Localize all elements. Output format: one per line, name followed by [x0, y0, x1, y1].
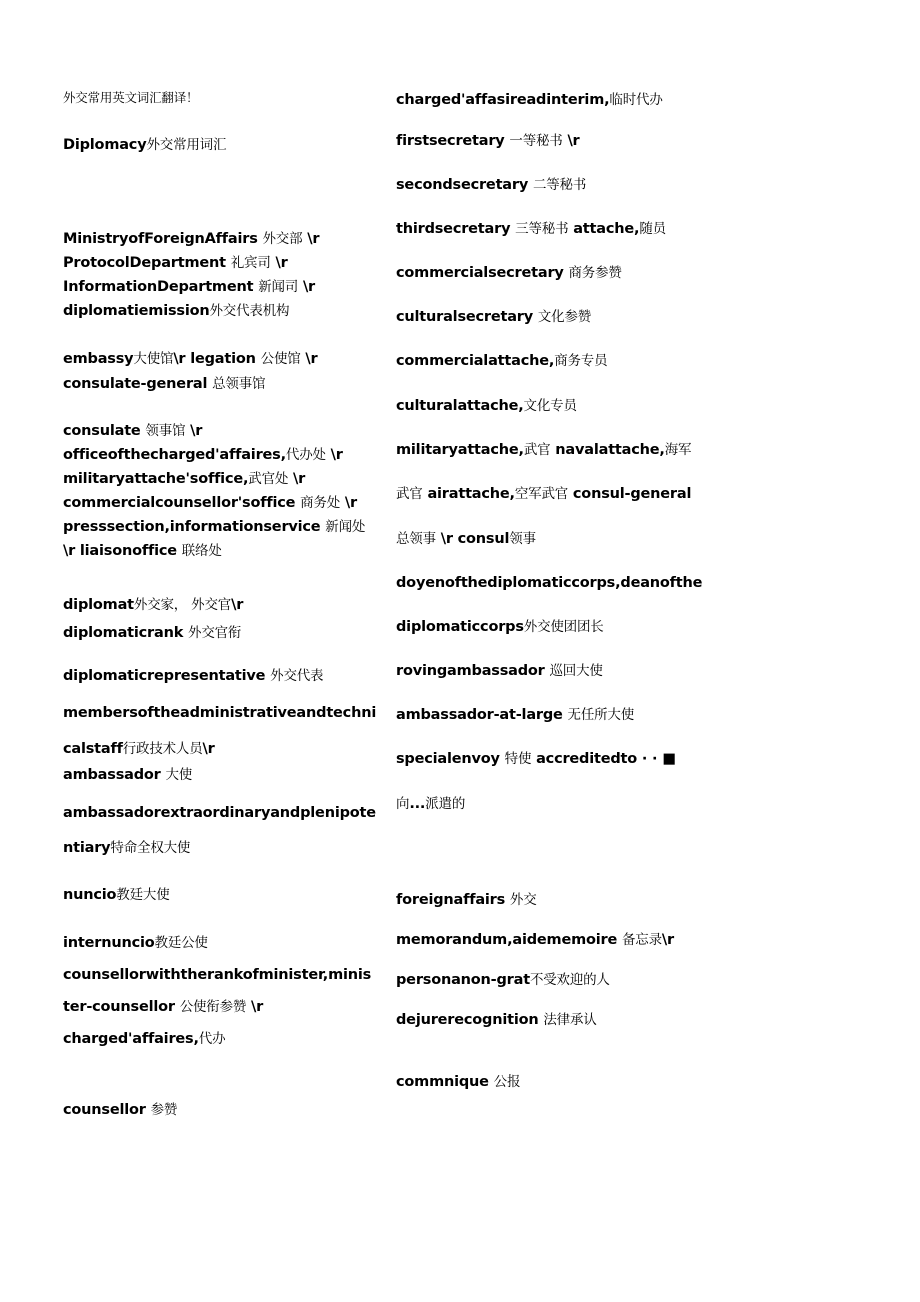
term-chinese: 武官处: [248, 471, 289, 487]
left-glossary-line: [63, 375, 265, 393]
term-english: consulate: [63, 423, 146, 439]
term-english: diplomaticrepresentative: [63, 668, 271, 684]
term-chinese: 文化参赞: [537, 309, 592, 325]
term-english: thirdsecretary: [396, 221, 516, 237]
left-glossary-line: [63, 350, 317, 368]
term-english: charged'affasireadinterim,: [396, 92, 610, 108]
term-english: commercialcounsellor'soffice: [63, 495, 301, 511]
left-glossary-line: [63, 766, 192, 784]
term-english: diplomatiemission: [63, 303, 210, 319]
term-chinese: 教廷公使: [154, 935, 208, 951]
term-chinese: 商务参赞: [568, 265, 622, 281]
right-glossary-line: [396, 352, 607, 370]
term-english: consul-general: [568, 486, 692, 502]
left-glossary-line: [63, 704, 376, 722]
term-chinese: 新闻司: [258, 279, 299, 295]
term-chinese: 文化专员: [523, 398, 577, 414]
right-glossary-line: [396, 530, 536, 548]
term-english: \r: [562, 133, 580, 149]
term-english: rovingambassador: [396, 663, 550, 679]
term-english: doyenofthediplomaticcorps,deanofthe: [396, 575, 703, 591]
left-glossary-line: [63, 934, 208, 952]
term-english: personanon-grat: [396, 972, 530, 988]
term-english: Diplomacy: [63, 137, 147, 153]
term-english: consulate-general: [63, 376, 213, 392]
left-glossary-line: [63, 89, 198, 107]
term-chinese: 法律承认: [543, 1012, 597, 1028]
term-chinese: 外交代表机构: [209, 303, 290, 319]
left-glossary-line: [63, 667, 323, 685]
term-chinese: 领事馆: [145, 423, 186, 439]
term-chinese: 参赞: [150, 1102, 178, 1118]
left-glossary-line: [63, 624, 241, 642]
term-chinese: 外交家， 外交官: [133, 597, 232, 613]
term-chinese: 外交常用词汇: [146, 137, 227, 153]
right-glossary-line: [396, 1073, 520, 1091]
term-english: \r: [185, 423, 203, 439]
left-glossary-line: [63, 446, 343, 464]
term-chinese: 海军: [664, 442, 692, 458]
right-glossary-line: [396, 574, 702, 592]
term-chinese: 联络处: [181, 543, 222, 559]
term-chinese: 特使: [504, 751, 532, 767]
term-english: nuncio: [63, 887, 117, 903]
term-chinese: 公使馆: [260, 351, 301, 367]
term-chinese: 外交: [509, 892, 537, 908]
term-chinese: 代办: [198, 1031, 226, 1047]
term-english: ambassador: [63, 767, 166, 783]
left-glossary-line: [63, 422, 202, 440]
term-english: diplomaticrank: [63, 625, 189, 641]
right-glossary-line: [396, 795, 465, 813]
term-english: militaryattache,: [396, 442, 524, 458]
term-english: accreditedto · · ■: [531, 751, 676, 767]
term-chinese: 三等秘书: [515, 221, 569, 237]
term-chinese: 不受欢迎的人: [529, 972, 610, 988]
term-english: foreignaffairs: [396, 892, 510, 908]
term-english: \r: [288, 471, 306, 487]
term-chinese: 大使馆: [133, 351, 174, 367]
term-english: airattache,: [422, 486, 515, 502]
left-glossary-line: [63, 494, 357, 512]
right-glossary-line: [396, 662, 603, 680]
term-english: commercialsecretary: [396, 265, 569, 281]
term-english: ProtocolDepartment: [63, 255, 231, 271]
term-chinese: 外交官衔: [188, 625, 242, 641]
term-chinese: 外交部: [262, 231, 303, 247]
term-chinese: 商务专员: [554, 353, 608, 369]
right-glossary-line: [396, 441, 691, 459]
term-chinese: 总领事馆: [212, 376, 266, 392]
term-english: InformationDepartment: [63, 279, 259, 295]
term-english: ambassadorextraordinaryandplenipote: [63, 805, 376, 821]
term-chinese: 派遣的: [425, 796, 466, 812]
term-chinese: 一等秘书: [509, 133, 563, 149]
right-glossary-line: [396, 1011, 597, 1029]
term-english: \r: [302, 231, 320, 247]
term-chinese: 外交代表: [270, 668, 324, 684]
term-english: presssection,informationservice: [63, 519, 326, 535]
term-english: dejurerecognition: [396, 1012, 544, 1028]
term-english: calstaff: [63, 741, 123, 757]
term-chinese: 二等秘书: [532, 177, 587, 193]
left-glossary-line: [63, 998, 263, 1016]
right-glossary-line: [396, 931, 674, 949]
right-glossary-line: [396, 176, 586, 194]
term-english: \r: [202, 741, 215, 757]
term-english: diplomat: [63, 597, 134, 613]
term-english: internuncio: [63, 935, 155, 951]
left-glossary-line: [63, 886, 170, 904]
term-chinese: 大使: [165, 767, 193, 783]
term-english: \r legation: [173, 351, 261, 367]
term-chinese: 公报: [493, 1074, 521, 1090]
term-chinese: 武官: [396, 486, 423, 502]
term-chinese: 行政技术人员: [122, 741, 203, 757]
right-glossary-line: [396, 308, 591, 326]
term-english: ambassador-at-large: [396, 707, 568, 723]
term-english: \r liaisonoffice: [63, 543, 182, 559]
term-english: \r: [298, 279, 315, 295]
left-glossary-line: [63, 740, 215, 758]
term-chinese: 外交使团团长: [523, 619, 604, 635]
left-glossary-line: [63, 470, 305, 488]
term-english: \r: [325, 447, 343, 463]
right-glossary-line: [396, 132, 580, 150]
right-glossary-line: [396, 397, 577, 415]
right-glossary-line: [396, 91, 663, 109]
term-chinese: 无任所大使: [567, 707, 635, 723]
term-english: counsellorwiththerankofminister,minis: [63, 967, 372, 983]
term-chinese: 领事: [509, 531, 536, 547]
term-english: ntiary: [63, 840, 111, 856]
left-glossary-line: [63, 136, 226, 154]
term-chinese: 随员: [639, 221, 666, 237]
term-english: specialenvoy: [396, 751, 505, 767]
term-english: membersoftheadministrativeandtechni: [63, 705, 377, 721]
left-glossary-line: [63, 966, 371, 984]
term-english: \r consul: [435, 531, 510, 547]
term-english: embassy: [63, 351, 134, 367]
doc-heading-text: 外交常用英文词汇翻译！: [63, 90, 199, 105]
left-glossary-line: [63, 804, 376, 822]
term-english: \r: [270, 255, 288, 271]
term-english: \r: [246, 999, 264, 1015]
term-chinese: 总领事: [396, 531, 436, 547]
term-chinese: 代办处: [285, 447, 326, 463]
right-glossary-line: [396, 264, 622, 282]
term-english: ter-counsellor: [63, 999, 180, 1015]
term-english: navalattache,: [550, 442, 665, 458]
term-english: attache,: [568, 221, 640, 237]
term-chinese: 教廷大使: [116, 887, 170, 903]
term-english: memorandum,aidememoire: [396, 932, 622, 948]
term-english: culturalattache,: [396, 398, 524, 414]
term-chinese: 商务处: [300, 495, 341, 511]
left-glossary-line: [63, 254, 288, 272]
term-english: militaryattache'soffice,: [63, 471, 249, 487]
left-glossary-line: [63, 278, 315, 296]
right-glossary-line: [396, 891, 537, 909]
term-english: ...: [409, 796, 426, 812]
term-english: secondsecretary: [396, 177, 533, 193]
term-chinese: 公使衔参赞: [179, 999, 247, 1015]
term-chinese: 武官: [523, 442, 551, 458]
left-glossary-line: [63, 518, 365, 536]
left-glossary-line: [63, 1030, 225, 1048]
right-glossary-line: [396, 706, 634, 724]
term-chinese: 特命全权大使: [110, 840, 191, 856]
term-chinese: 礼宾司: [230, 255, 271, 271]
term-english: MinistryofForeignAffairs: [63, 231, 263, 247]
term-english: diplomaticcorps: [396, 619, 524, 635]
left-glossary-line: [63, 230, 319, 248]
right-glossary-line: [396, 485, 691, 503]
term-english: officeofthecharged'affaires,: [63, 447, 286, 463]
term-chinese: 备忘录: [621, 932, 662, 948]
term-chinese: 临时代办: [609, 92, 663, 108]
left-glossary-line: [63, 542, 222, 560]
right-glossary-line: [396, 618, 604, 636]
term-chinese: 空军武官: [514, 486, 569, 502]
term-chinese: 新闻处: [325, 519, 366, 535]
term-english: charged'affaires,: [63, 1031, 199, 1047]
term-english: \r: [340, 495, 357, 511]
term-english: firstsecretary: [396, 133, 510, 149]
term-english: commnique: [396, 1074, 494, 1090]
left-glossary-line: [63, 839, 190, 857]
term-english: counsellor: [63, 1102, 151, 1118]
right-glossary-line: [396, 750, 676, 768]
right-glossary-line: [396, 220, 666, 238]
term-english: \r: [300, 351, 318, 367]
left-glossary-line: [63, 302, 289, 320]
term-english: \r: [661, 932, 674, 948]
term-english: \r: [231, 597, 244, 613]
term-english: commercialattache,: [396, 353, 555, 369]
term-chinese: 向: [396, 796, 410, 812]
left-glossary-line: [63, 1101, 177, 1119]
right-glossary-line: [396, 971, 610, 989]
term-english: culturalsecretary: [396, 309, 538, 325]
term-chinese: 巡回大使: [549, 663, 603, 679]
left-glossary-line: [63, 596, 243, 614]
